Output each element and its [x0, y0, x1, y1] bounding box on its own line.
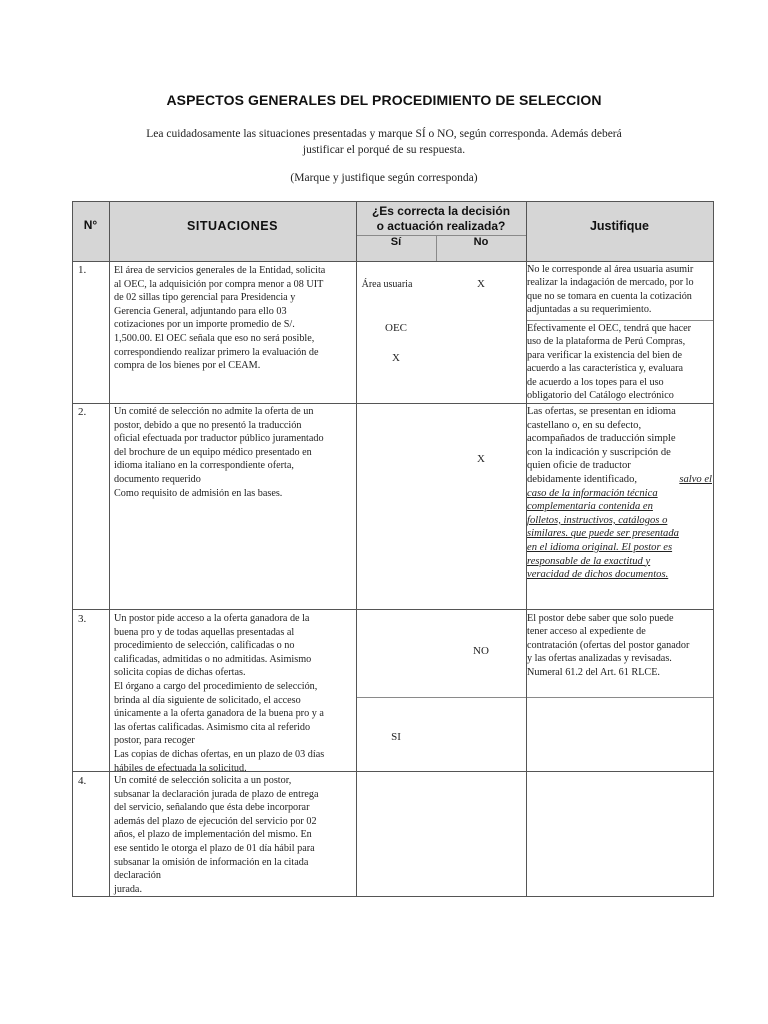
situation-text: [114, 612, 350, 775]
yes-mark: X: [392, 352, 400, 364]
situation-line: documento requerido: [114, 473, 201, 485]
subrow-divider: [526, 320, 713, 321]
situation-line: Un comité de selección solicita a un postor,: [114, 775, 292, 786]
situation-line: únicamente a la oferta ganadora de la buena pro y a: [114, 708, 324, 720]
justification-emphasis-line: en el idioma original. El postor es: [527, 541, 673, 553]
row-number: 4.: [78, 775, 87, 787]
justification-text: [527, 263, 712, 317]
situation-line: además del plazo de ejecución del servicio por 02: [114, 815, 317, 827]
justification-emphasis-line: caso de la información técnica: [527, 487, 658, 499]
justification-text: [527, 405, 712, 582]
justification-emphasis-fragment: salvo el: [679, 473, 712, 485]
no-mark: NO: [473, 645, 489, 657]
justification-line: castellano o, en su defecto,: [527, 419, 642, 431]
situation-line: declaración: [114, 870, 161, 882]
situation-text: [114, 405, 350, 500]
situation-text: [114, 264, 350, 373]
intro-line: Lea cuidadosamente las situaciones presentadas y marque SÍ o NO, según corresponda. Además deberá: [146, 128, 622, 140]
situation-line: oficial efectuada por traductor público juramentado: [114, 433, 324, 445]
situation-line: El área de servicios generales de la Entidad, solicita: [114, 265, 326, 276]
situation-text: [114, 774, 350, 896]
header-question-line: ¿Es correcta la decisión: [371, 204, 511, 218]
situation-line: Un comité de selección no admite la oferta de un: [114, 406, 314, 417]
row-number: 1.: [78, 264, 87, 276]
header-number: N°: [83, 218, 98, 232]
situation-line: calificadas, admitidas o no admitidas. Asimismo: [114, 653, 312, 665]
situation-line: correspondiendo realizar primero la evaluación de: [114, 346, 319, 358]
row-number: 2.: [78, 406, 87, 418]
justification-line: que no se tomara en cuenta la cotización: [527, 290, 692, 302]
situation-line: Un postor pide acceso a la oferta ganadora de la: [114, 613, 310, 624]
situation-line: compra de los bienes por el CEAM.: [114, 360, 261, 372]
justification-text: [527, 322, 712, 402]
column-divider: [356, 201, 357, 897]
justification-line: acuerdo a las característica y, evaluara: [527, 363, 684, 375]
header-no: No: [473, 236, 489, 248]
justification-fragment: debidamente identificado,: [527, 473, 638, 485]
justification-line: No le corresponde al área usuaria asumir: [527, 264, 694, 275]
row-divider: [72, 609, 714, 610]
subrow-divider: [356, 697, 714, 698]
situation-line: Las copias de dichas ofertas, en un plazo de 03 días: [114, 748, 325, 760]
header-question: [356, 203, 526, 235]
situation-line: cotizaciones por un importe promedio de S/.: [114, 319, 295, 331]
situation-line: del servicio, señalando que ésta debe incorporar: [114, 802, 310, 814]
header-yes: Sí: [390, 236, 402, 248]
instruction-text: (Marque y justifique según corresponda): [290, 172, 478, 184]
justification-line: obligatorio del Catálogo electrónico: [527, 390, 674, 402]
situation-line: El órgano a cargo del procedimiento de selección,: [114, 680, 318, 692]
justification-line: adjuntadas a su requerimiento.: [527, 304, 652, 316]
justification-line: con la indicación y suscripción de: [527, 446, 671, 458]
intro-line: justificar el porqué de su respuesta.: [302, 144, 466, 156]
no-mark: X: [477, 453, 485, 465]
justification-line: Efectivamente el OEC, tendrá que hacer: [527, 323, 692, 334]
justification-line: El postor debe saber que solo puede: [527, 613, 674, 624]
situation-line: 1,500.00. El OEC señala que eso no será posible,: [114, 332, 315, 344]
yes-label-oec: OEC: [385, 322, 407, 334]
justification-text: [527, 612, 712, 679]
justification-line: de acuerdo a los topes para el uso: [527, 376, 664, 388]
situation-line: postor, debido a que no presentó la traducción: [114, 419, 302, 431]
situation-line: brinda al día siguiente de solicitado, el acceso: [114, 694, 301, 706]
no-mark: X: [477, 278, 485, 290]
justification-emphasis-line: responsable de la exactitud y: [527, 555, 651, 567]
justification-line: quien oficie de traductor: [527, 460, 631, 472]
situation-line: de 02 sillas tipo gerencial para Presidencia y: [114, 292, 296, 304]
row-divider: [72, 403, 714, 404]
situation-line: solicita copias de dichas ofertas.: [114, 667, 246, 679]
situation-line: idioma italiano en la correspondiente oferta,: [114, 460, 294, 472]
header-question-line: o actuación realizada?: [376, 219, 506, 233]
justification-line: [527, 473, 712, 487]
situation-line: las ofertas calificadas. Asimismo cita al referido: [114, 721, 311, 733]
situation-line: hábiles de efectuada la solicitud.: [114, 762, 247, 774]
situation-line: del brochure de un equipo médico presentado en: [114, 446, 312, 458]
justification-emphasis-line: complementaria contenida en: [527, 501, 653, 513]
situation-line: jurada.: [114, 883, 143, 895]
table-header-bottom-border: [72, 261, 714, 262]
yes-label-area-usuaria: Área usuaria: [361, 279, 413, 290]
situation-line: al OEC, la adquisición por compra menor a 08 UIT: [114, 278, 324, 290]
justification-line: tener acceso al expediente de: [527, 626, 646, 638]
document-title: ASPECTOS GENERALES DEL PROCEDIMIENTO DE SELECCION: [166, 92, 602, 108]
justification-line: Numeral 61.2 del Art. 61 RLCE.: [527, 666, 660, 678]
justification-line: contratación (ofertas del postor ganador: [527, 639, 690, 651]
situation-line: ese sentido le otorga el plazo de 01 día hábil para: [114, 842, 315, 854]
situation-line: postor, para recoger: [114, 735, 195, 747]
situation-line: buena pro y de todas aquellas presentadas al: [114, 626, 295, 638]
justification-line: para verificar la existencia del bien de: [527, 349, 682, 361]
situation-line: procedimiento de selección, calificadas o no: [114, 640, 295, 652]
justification-emphasis-line: folletos, instructivos, catálogos o: [527, 514, 668, 526]
situation-line: Como requisito de admisión en las bases.: [114, 487, 283, 499]
table-border-left: [72, 201, 73, 897]
header-justify: Justifique: [589, 219, 650, 233]
justification-emphasis-line: similares. que puede ser presentada: [527, 528, 679, 540]
justification-line: realizar la indagación de mercado, por lo: [527, 277, 694, 289]
justification-line: uso de la plataforma de Perú Compras,: [527, 336, 686, 348]
justification-line: Las ofertas, se presentan en idioma: [527, 406, 676, 417]
situation-line: años, el plazo de implementación del mismo. En: [114, 829, 312, 841]
table-border-right: [713, 201, 714, 897]
intro-text: [110, 126, 658, 158]
situation-line: subsanar la omisión de información en la citada: [114, 856, 309, 868]
header-situations: SITUACIONES: [187, 219, 278, 233]
yes-mark: SI: [391, 731, 401, 743]
justification-emphasis-line: veracidad de dichos documentos.: [527, 569, 669, 581]
situation-line: Gerencia General, adjuntando para ello 03: [114, 305, 287, 317]
column-divider: [109, 201, 110, 897]
justification-line: y las ofertas analizadas y revisadas.: [527, 653, 672, 665]
row-number: 3.: [78, 613, 87, 625]
justification-line: acompañados de traducción simple: [527, 433, 676, 445]
situation-line: subsanar la declaración jurada de plazo de entrega: [114, 788, 319, 800]
